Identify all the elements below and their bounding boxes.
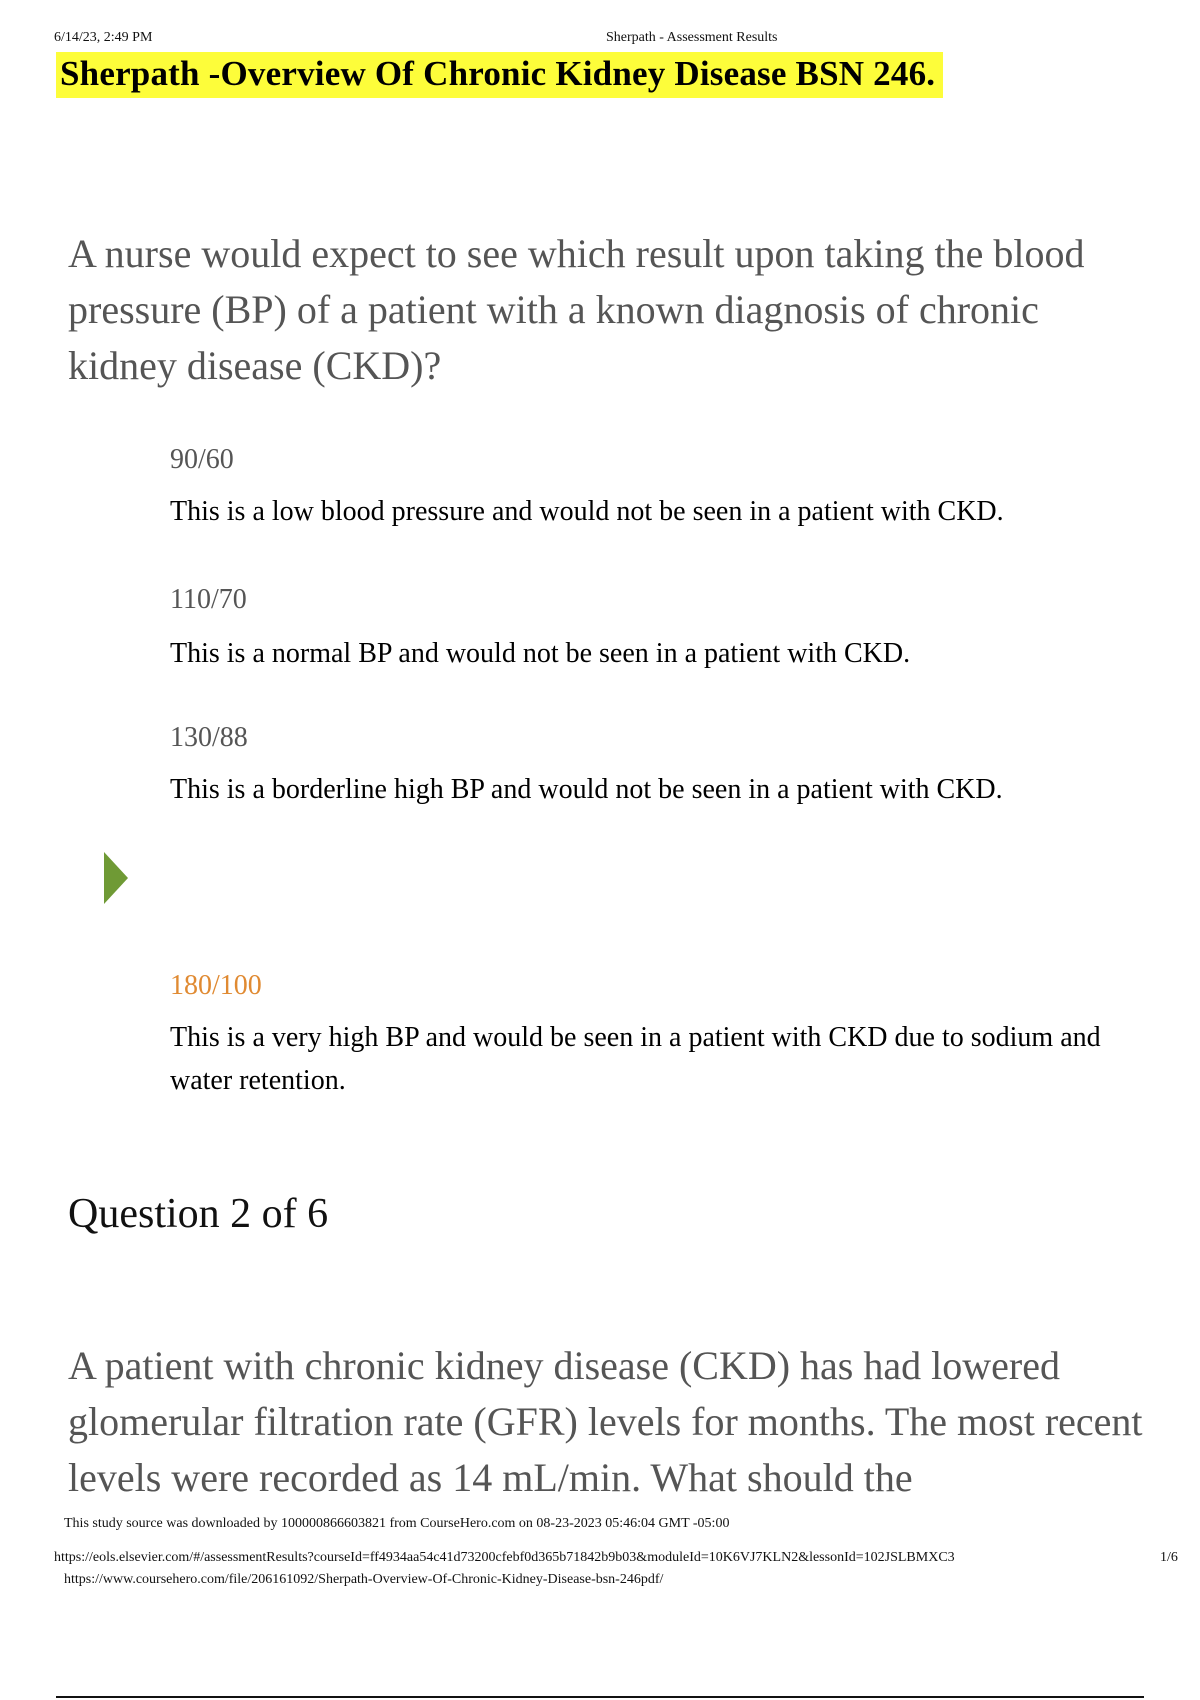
bottom-divider xyxy=(56,1696,1144,1698)
option-3-value[interactable]: 130/88 xyxy=(170,722,248,753)
document-title: Sherpath -Overview Of Chronic Kidney Disease BSN 246. xyxy=(56,52,943,98)
footer-source-note: This study source was downloaded by 100000866603821 from CourseHero.com on 08-23-2023 05:46:04 GMT -05:00 xyxy=(64,1516,730,1531)
triangle-right-icon xyxy=(104,852,128,904)
print-page-title: Sherpath - Assessment Results xyxy=(606,30,778,45)
print-date: 6/14/23, 2:49 PM xyxy=(54,30,153,45)
question-2-text: A patient with chronic kidney disease (CKD) has had lowered glomerular filtration rate (GFR) levels for months. The most recent levels were recorded as 14 mL/min. What should the xyxy=(68,1343,1143,1500)
option-1-value[interactable]: 90/60 xyxy=(170,444,234,475)
option-1-rationale: This is a low blood pressure and would not be seen in a patient with CKD. xyxy=(170,496,1004,527)
option-2-rationale: This is a normal BP and would not be seen in a patient with CKD. xyxy=(170,638,911,669)
page-number: 1/6 xyxy=(1160,1550,1178,1565)
option-2-value[interactable]: 110/70 xyxy=(170,584,247,615)
option-4-value[interactable]: 180/100 xyxy=(170,970,262,1001)
footer-url-secondary[interactable]: https://www.coursehero.com/file/206161092/Sherpath-Overview-Of-Chronic-Kidney-Disease-bsn-246pdf/ xyxy=(64,1572,664,1587)
question-1-text: A nurse would expect to see which result upon taking the blood pressure (BP) of a patient with a known diagnosis of chronic kidney disease (CKD)? xyxy=(68,231,1085,388)
option-4-rationale: This is a very high BP and would be seen in a patient with CKD due to sodium and water retention. xyxy=(170,1022,1101,1096)
option-3-rationale: This is a borderline high BP and would not be seen in a patient with CKD. xyxy=(170,774,1003,805)
footer-url[interactable]: https://eols.elsevier.com/#/assessmentResults?courseId=ff4934aa54c41d73200cfebf0d365b71842b9b03&moduleId=10K6VJ7KLN2&lessonId=102JSLBMXC3 xyxy=(54,1550,955,1565)
question-2-heading: Question 2 of 6 xyxy=(68,1191,329,1237)
